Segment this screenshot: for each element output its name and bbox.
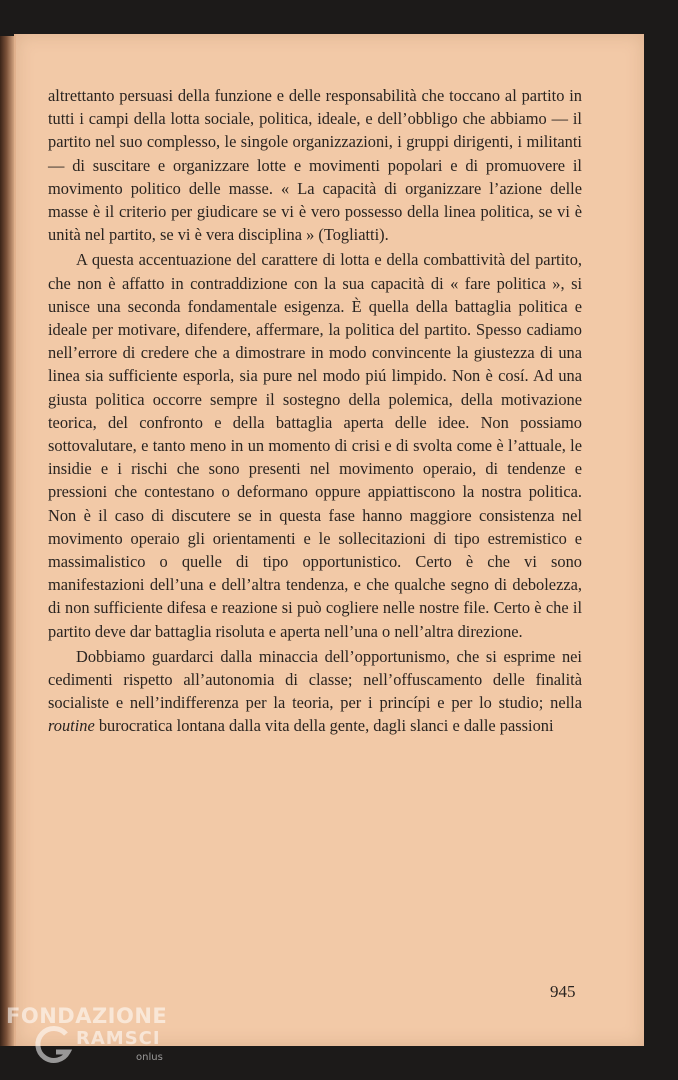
watermark-line2: RAMSCI [76,1028,161,1049]
watermark-line1: FONDAZIONE [6,1004,168,1028]
paragraph-3-start: Dobbiamo guardarci dalla minaccia dell’opportunismo, che si esprime nei cedimenti rispetto all’autonomia di classe; nell’offuscamento delle finalità socialiste e nell’indifferenza per la teoria, per i princípi e per lo studio; nella [48,646,582,713]
paragraph-3-end: burocratica lontana dalla vita della gente, dagli slanci e dalle passioni [94,716,554,736]
page-number: 945 [550,982,576,1001]
paragraph-2: A questa accentuazione del carattere di lotta e della combattività del partito, che non è affatto in contraddizione con la sua capacità di « fare politica », si unisce una seconda fondamentale esigenza. È quella della battaglia politica e ideale per motivare, difendere, affermare, la politica del partito. Spesso cadiamo nell’errore di credere che a dimostrare in modo convincente la giustezza di una linea sia sufficiente esporla, sia pure nel modo piú limpido. Non è cosí. Ad una giusta politica occorre sempre il sostegno della polemica, della motivazione teorica, del confronto e della battaglia aperta delle idee. Non possiamo sottovalutare, e tanto meno in un momento di crisi e di svolta come è l’attuale, le insidie e i rischi che sono presenti nel movimento operaio, di tendenze e pressioni che contestano o deformano oppure appiattiscono la nostra politica. Non è il caso di discutere se in questa fase hanno maggiore consistenza nel movimento operaio gli orientamenti e le sollecitazioni di tipo estremistico e massimalistico o quelle di tipo opportunistico. Certo è che vi sono manifestazioni dell’una e dell’altra tendenza, e che qualche segno di debolezza, di non sufficiente difesa e reazione si può cogliere nelle nostre file. Certo è che il partito deve dar battaglia risoluta e aperta nell’una o nell’altra direzione. [48,250,582,641]
body-text [48,84,582,738]
paragraph-1: altrettanto persuasi della funzione e delle responsabilità che toccano al partito in tutti i campi della lotta sociale, politica, ideale, e dell’obbligo che abbiamo — il partito nel suo complesso, le singole organizzazioni, i gruppi dirigenti, i militanti — di suscitare e organizzare lotte e movimenti popolari e di promuovere il movimento politico delle masse. « La capacità di organizzare l’azione delle masse è il criterio per giudicare se vi è vero possesso della linea politica, se vi è unità nel partito, se vi è vera disciplina » (Togliatti). [48,86,582,245]
paragraph-3 [48,645,582,738]
paragraph-3-italic: routine [48,716,95,736]
watermark-suffix: onlus [136,1052,163,1063]
